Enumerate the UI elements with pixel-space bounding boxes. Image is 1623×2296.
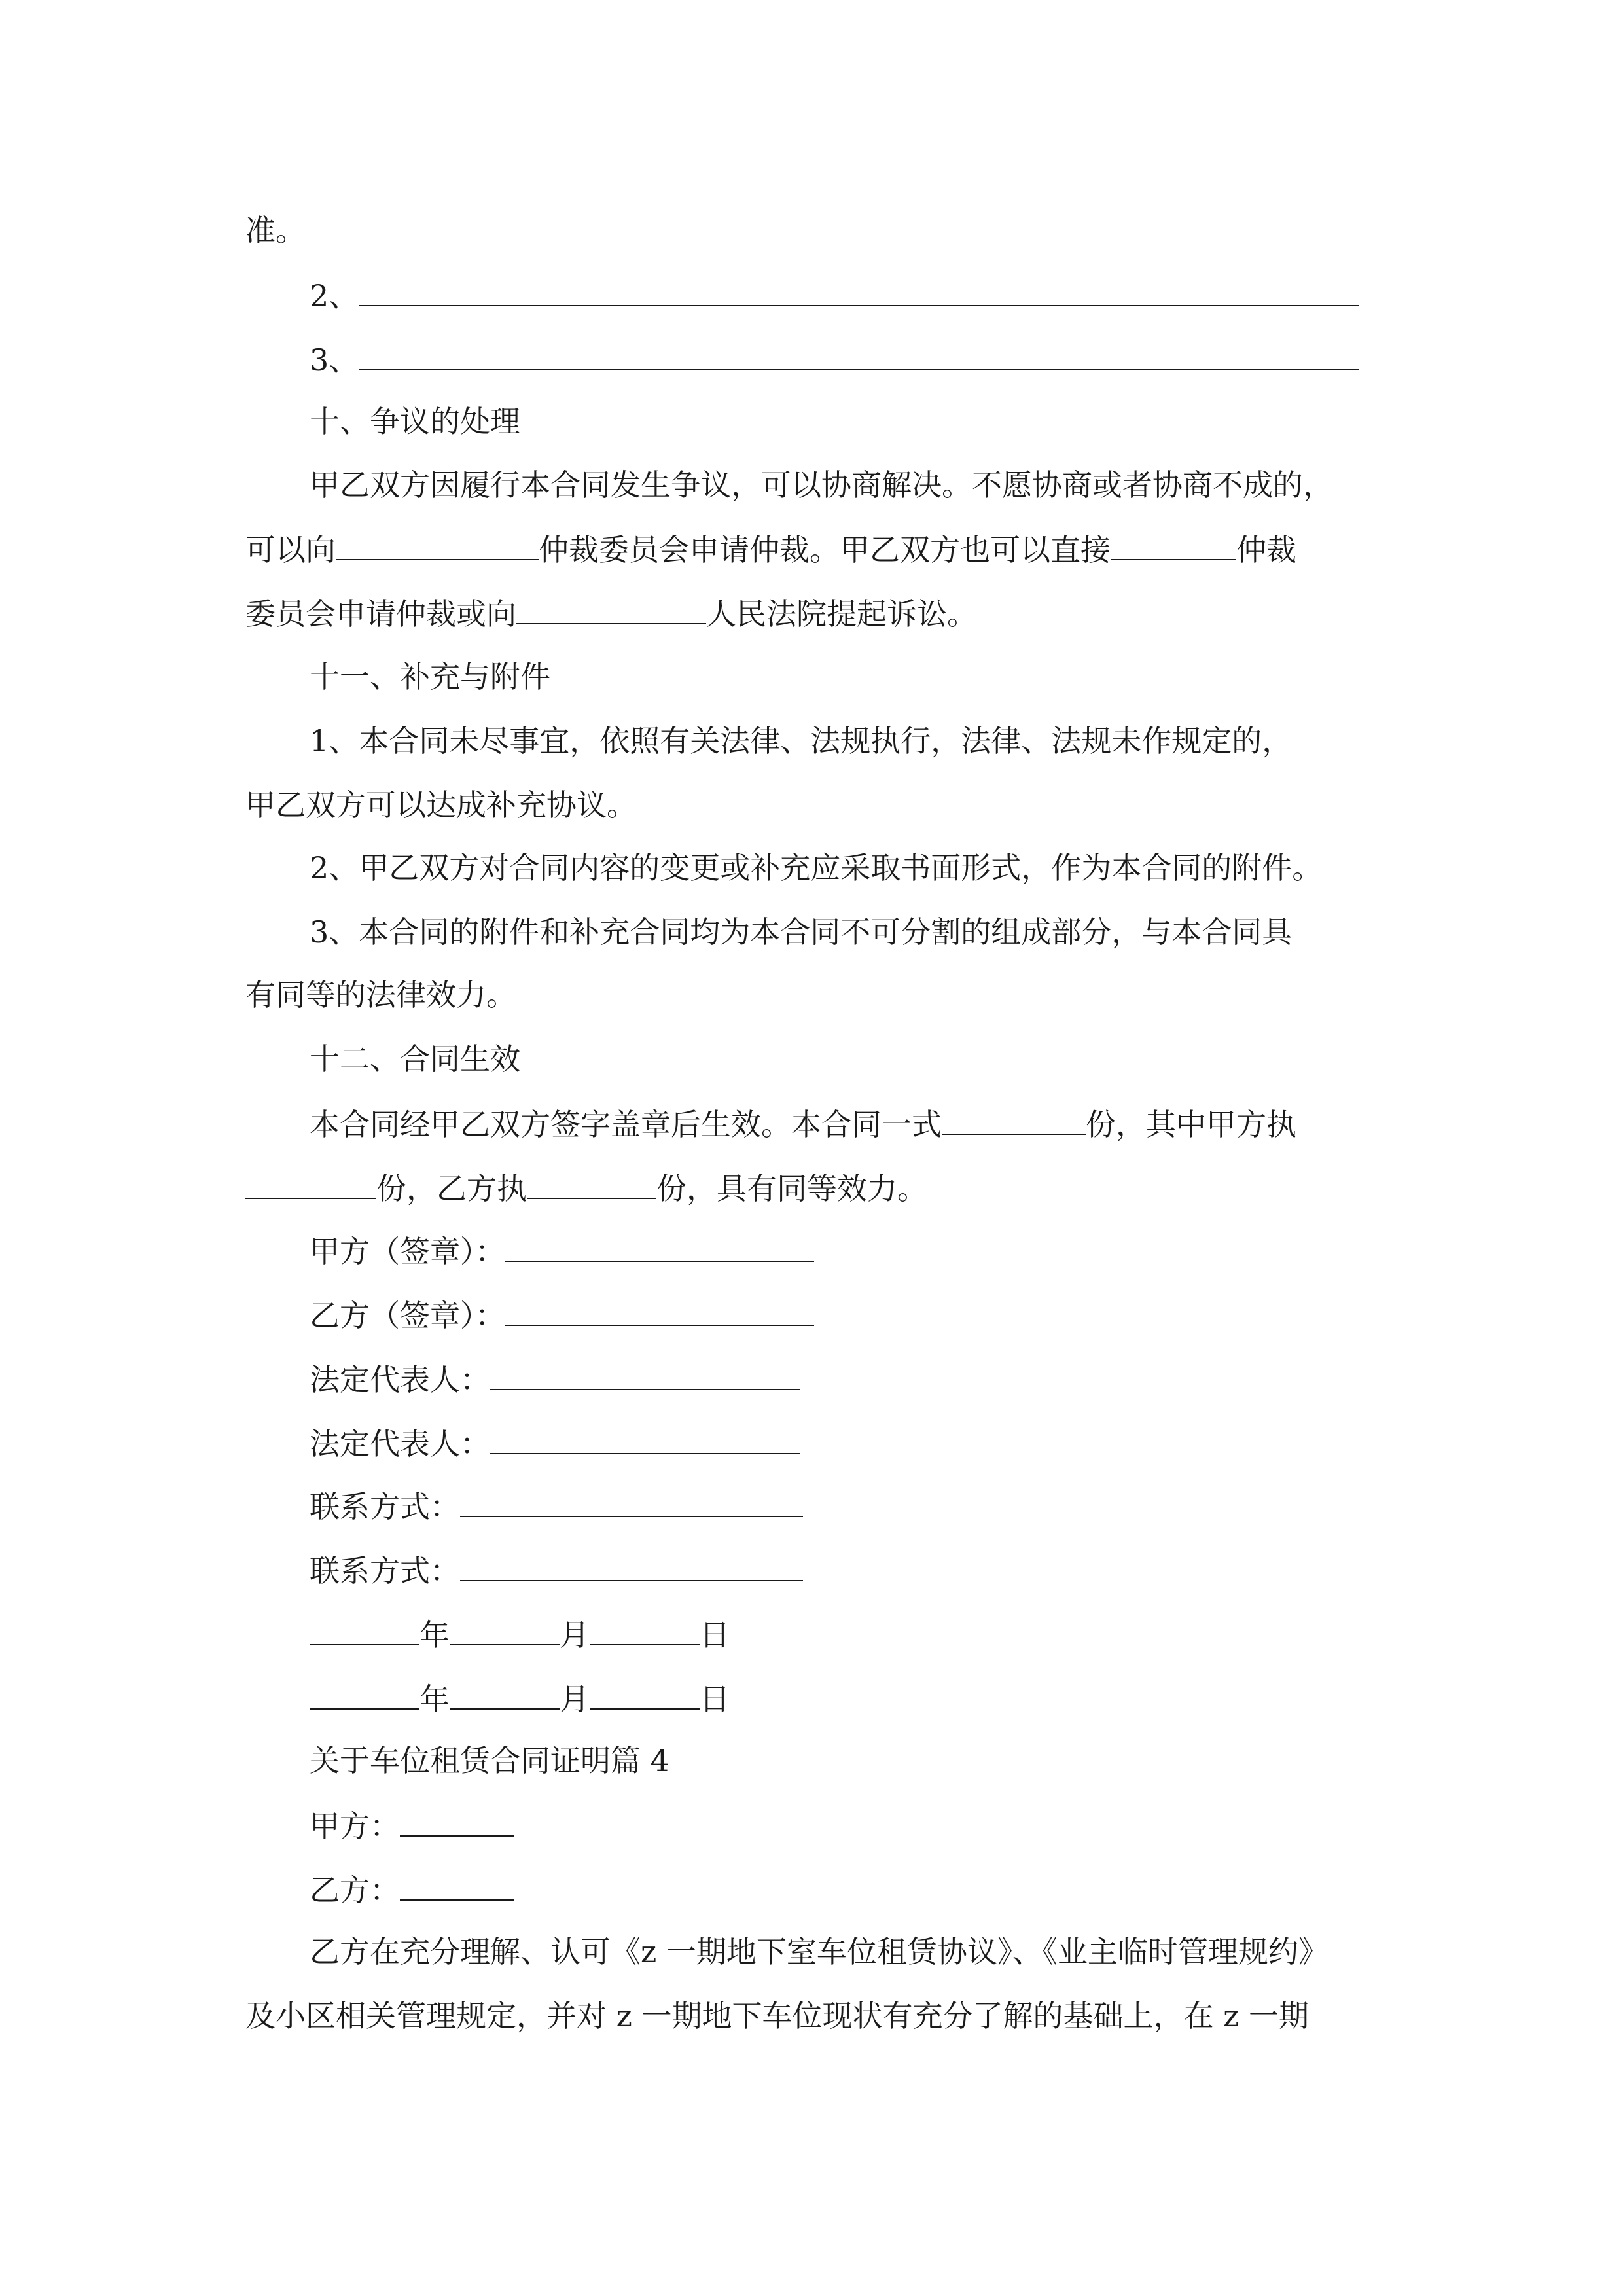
label: 日 [700, 1681, 730, 1717]
legal-representative-a [310, 1359, 800, 1399]
text-line [310, 1932, 1329, 1971]
text: 有同等的法律效力。 [245, 977, 516, 1013]
text: 份，具有同等效力。 [656, 1171, 927, 1206]
label: 日 [700, 1617, 730, 1653]
text-line [245, 975, 516, 1014]
party-b-line [310, 1869, 514, 1910]
label: 年 [419, 1617, 450, 1653]
contact-blank[interactable] [460, 1486, 803, 1517]
text-line [310, 848, 1322, 888]
heading-text: 十一、补充与附件 [310, 659, 550, 694]
label: 甲方： [310, 1808, 400, 1844]
fill-blank[interactable] [400, 1869, 514, 1901]
text: 甲乙双方因履行本合同发生争议，可以协商解决。不愿协商或者协商不成的， [310, 467, 1333, 503]
text-line [245, 1996, 1309, 2036]
date-line-b [310, 1678, 730, 1719]
item-number: 3、 [310, 342, 359, 378]
title-text: 关于车位租赁合同证明篇 4 [310, 1743, 669, 1778]
blank-item-2 [310, 275, 1359, 315]
text: 份，其中甲方执 [1086, 1107, 1296, 1142]
blank-item-3 [310, 339, 1359, 380]
label: 年 [419, 1681, 450, 1717]
text-line [245, 529, 1296, 569]
legal-representative-b [310, 1423, 800, 1463]
signature-blank[interactable] [505, 1230, 814, 1262]
fill-blank[interactable] [1111, 529, 1236, 560]
label: 甲方（签章）： [310, 1234, 505, 1269]
label: 乙方： [310, 1873, 400, 1908]
text: 及小区相关管理规定，并对 z 一期地下车位现状有充分了解的基础上，在 z 一期 [245, 1998, 1309, 2034]
text-line [245, 211, 306, 250]
contact-a [310, 1486, 803, 1526]
signature-blank[interactable] [490, 1359, 800, 1390]
text-line [245, 593, 977, 634]
text-line [310, 465, 1333, 505]
text: 可以向 [245, 532, 336, 567]
month-blank[interactable] [450, 1614, 560, 1645]
text-line [310, 912, 1292, 952]
fill-blank[interactable] [245, 1168, 376, 1199]
date-line-a [310, 1614, 730, 1655]
year-blank[interactable] [310, 1614, 419, 1645]
fill-blank[interactable] [527, 1168, 656, 1199]
text: 2、甲乙双方对合同内容的变更或补充应采取书面形式，作为本合同的附件。 [310, 850, 1323, 886]
day-blank[interactable] [590, 1614, 700, 1645]
text-line [310, 1103, 1296, 1144]
section-title [310, 1741, 669, 1780]
text: 准。 [245, 213, 306, 248]
text: 仲裁 [1236, 532, 1296, 567]
heading-text: 十二、合同生效 [310, 1041, 520, 1077]
signature-blank[interactable] [490, 1423, 800, 1454]
text-line [310, 721, 1292, 761]
text: 委员会申请仲裁或向 [245, 596, 516, 632]
fill-blank[interactable] [336, 529, 539, 560]
label: 联系方式： [310, 1553, 460, 1588]
section-heading [310, 657, 550, 696]
text: 1、本合同未尽事宜，依照有关法律、法规执行，法律、法规未作规定的， [310, 723, 1293, 759]
text: 份，乙方执 [376, 1171, 527, 1206]
text: 人民法院提起诉讼。 [706, 596, 977, 632]
fill-blank[interactable] [942, 1103, 1086, 1135]
month-blank[interactable] [450, 1678, 560, 1710]
label: 月 [560, 1617, 590, 1653]
contact-b [310, 1550, 803, 1590]
label: 乙方（签章）： [310, 1298, 505, 1333]
text: 本合同经甲乙双方签字盖章后生效。本合同一式 [310, 1107, 942, 1142]
contact-blank[interactable] [460, 1550, 803, 1581]
label: 法定代表人： [310, 1426, 490, 1462]
text: 甲乙双方可以达成补充协议。 [245, 787, 637, 823]
party-a-line [310, 1805, 514, 1846]
item-number: 2、 [310, 278, 359, 314]
text: 仲裁委员会申请仲裁。甲乙双方也可以直接 [539, 532, 1111, 567]
day-blank[interactable] [590, 1678, 700, 1710]
text-line [245, 1168, 927, 1208]
text-line [245, 785, 637, 825]
label: 法定代表人： [310, 1362, 490, 1397]
fill-blank[interactable] [359, 339, 1359, 370]
fill-blank[interactable] [516, 593, 706, 624]
fill-blank[interactable] [359, 275, 1359, 306]
section-heading [310, 1039, 520, 1079]
fill-blank[interactable] [400, 1805, 514, 1837]
signature-party-b [310, 1295, 814, 1335]
text: 3、本合同的附件和补充合同均为本合同不可分割的组成部分，与本合同具 [310, 914, 1293, 950]
year-blank[interactable] [310, 1678, 419, 1710]
signature-party-a [310, 1230, 814, 1271]
label: 联系方式： [310, 1489, 460, 1524]
text: 乙方在充分理解、认可《z 一期地下室车位租赁协议》、《业主临时管理规约》 [310, 1934, 1329, 1969]
signature-blank[interactable] [505, 1295, 814, 1326]
section-heading [310, 402, 520, 441]
label: 月 [560, 1681, 590, 1717]
heading-text: 十、争议的处理 [310, 404, 520, 439]
